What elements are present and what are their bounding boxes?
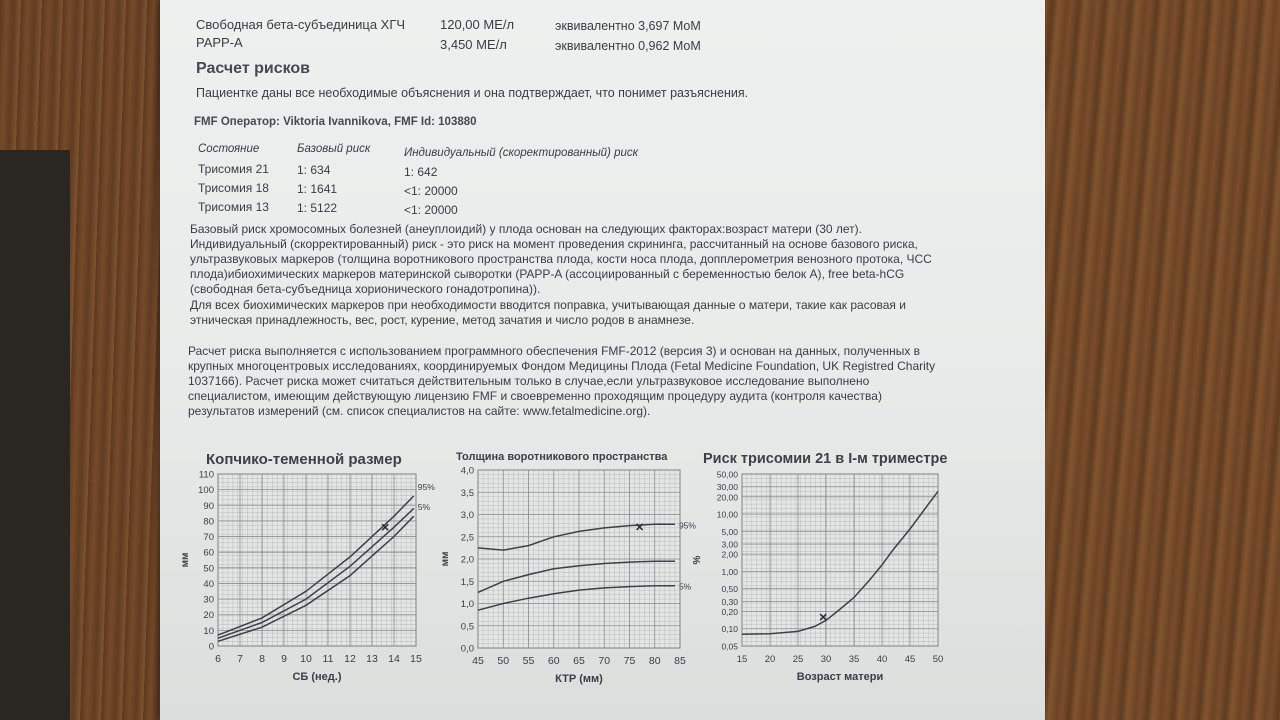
y-tick-label: 40: [203, 578, 214, 590]
x-tick-label: 45: [904, 654, 916, 665]
x-tick-label: 65: [573, 655, 585, 667]
table-cell: Трисомия 18: [198, 181, 269, 195]
marker-equiv-hcg: эквивалентно 3,697 МоМ: [555, 19, 701, 33]
table-cell: 1: 1641: [297, 182, 338, 196]
y-tick-label: 20: [203, 610, 214, 622]
x-tick-label: 60: [547, 655, 560, 667]
y-tick-label: 1,0: [460, 599, 474, 610]
y-tick-label: 3,0: [460, 510, 474, 521]
paragraph-line: Базовый риск хромосомных болезней (анеуплоидий) у плода основан на следующих факторах:возраст матери (30 лет).: [190, 222, 862, 236]
marker-value-hcg: 120,00 МЕ/л: [440, 17, 515, 32]
paragraph-line: специалистом, имеющим действующую лицензию FMF и своевременно проходящим процедуру аудита (контроля качества): [188, 389, 882, 403]
paragraph-line: плода)ибиохимических маркеров материнской сыворотки (PAPP-A (ассоциированный с беременностью белок А), free beta-hCG: [190, 267, 905, 281]
x-tick-label: 11: [322, 653, 334, 665]
marker-name-hcg: Свободная бета-субъединица ХГЧ: [196, 17, 406, 32]
series-label: 5%: [417, 502, 431, 513]
y-tick-label: 30,00: [716, 482, 738, 493]
x-tick-label: 25: [792, 654, 804, 665]
y-tick-label: 0,30: [721, 596, 738, 607]
section-title: Расчет рисков: [196, 60, 311, 77]
charts-canvas: [160, 0, 1045, 720]
x-tick-label: 8: [259, 653, 265, 665]
x-tick-label: 12: [344, 653, 356, 665]
y-tick-label: 60: [203, 547, 214, 559]
x-tick-label: 9: [281, 653, 287, 665]
paragraph-line: Для всех биохимических маркеров при необходимости вводится поправка, учитывающая данные о матери, такие как расовая и: [190, 298, 906, 312]
y-tick-label: 80: [203, 516, 214, 528]
y-tick-label: 100: [198, 485, 214, 497]
table-cell: Трисомия 21: [198, 162, 269, 176]
y-tick-label: 0,5: [460, 621, 474, 633]
x-tick-label: 20: [764, 654, 776, 665]
marker-name-pappa: PAPP-A: [196, 35, 243, 50]
table-cell: 1: 634: [297, 163, 331, 177]
y-axis-label: мм: [180, 552, 191, 568]
table-cell: <1: 20000: [404, 203, 458, 217]
x-tick-label: 15: [736, 654, 748, 665]
x-tick-label: 30: [820, 654, 832, 665]
marker-value-pappa: 3,450 МЕ/л: [440, 37, 507, 52]
series-label: 95%: [678, 520, 696, 531]
y-tick-label: 20,00: [716, 492, 738, 503]
y-tick-label: 0,10: [721, 624, 738, 635]
table-header-base-risk: Базовый риск: [297, 143, 371, 155]
table-cell: 1: 5122: [297, 201, 338, 215]
y-tick-label: 50: [203, 563, 214, 575]
y-tick-label: 0,0: [460, 643, 474, 655]
x-tick-label: 10: [300, 653, 312, 665]
paragraph-line: Индивидуальный (скорректированный) риск - это риск на момент проведения скрининга, рассчитанный на основе базового риска,: [190, 237, 918, 251]
paragraph-line: крупных многоцентровых исследованиях, координируемых Фондом Медицины Плода (Fetal Medicine Foundation, UK Registred Charity: [188, 359, 936, 373]
y-tick-label: 0,20: [721, 606, 738, 617]
table-header-individual-risk: Индивидуальный (скоректированный) риск: [404, 147, 639, 159]
y-tick-label: 2,0: [460, 554, 474, 566]
chart-title-nt: Толщина воротникового пространства: [456, 451, 668, 463]
operator-line: FMF Оператор: Viktoria Ivannikova, FMF Id: 103880: [194, 116, 477, 128]
table-cell: 1: 642: [404, 165, 438, 179]
y-tick-label: 2,5: [460, 532, 474, 544]
y-axis-label: %: [692, 555, 703, 565]
y-tick-label: 0,05: [721, 641, 738, 652]
y-tick-label: 0: [208, 641, 214, 653]
x-tick-label: 7: [237, 653, 243, 665]
y-tick-label: 110: [198, 469, 214, 481]
paper-sheet: [160, 0, 1045, 720]
chart-title-t21: Риск трисомии 21 в I-м триместре: [703, 451, 948, 467]
x-tick-label: 35: [848, 654, 860, 665]
y-tick-label: 10: [203, 625, 214, 637]
wood-background-right: [1040, 0, 1280, 720]
x-tick-label: 14: [388, 653, 400, 665]
y-tick-label: 30: [203, 594, 214, 606]
paragraph-line: Расчет риска выполняется с использованием программного обеспечения FMF-2012 (версия 3) и основан на данных, полученных в: [188, 344, 921, 358]
x-tick-label: 15: [410, 653, 422, 665]
y-tick-label: 4,0: [460, 465, 474, 477]
x-tick-label: 80: [648, 655, 661, 667]
x-tick-label: 75: [623, 655, 636, 667]
y-tick-label: 10,00: [716, 509, 738, 520]
x-tick-label: 50: [497, 655, 510, 667]
y-tick-label: 50,00: [716, 469, 738, 480]
y-tick-label: 3,5: [460, 487, 474, 499]
x-tick-label: 40: [876, 654, 888, 665]
paragraph-line: результатов измерений (см. список специалистов на сайте: www.fetalmedicine.org).: [188, 404, 651, 418]
series-label: 95%: [417, 481, 435, 492]
x-tick-label: 13: [366, 653, 378, 665]
x-tick-label: 45: [472, 655, 484, 667]
paragraph-line: этническая принадлежность, вес, рост, курение, метод зачатия и число родов в анамнезе.: [190, 313, 695, 327]
series-label: 5%: [678, 581, 692, 592]
paragraph-line: 1037166). Расчет риска может считаться действительным только в случае,если ультразвуковое исследование выполнено: [188, 374, 870, 388]
y-tick-label: 1,5: [460, 576, 474, 588]
y-tick-label: 3,00: [721, 539, 738, 550]
x-tick-label: 70: [598, 655, 611, 667]
y-tick-label: 90: [203, 500, 214, 512]
x-axis-label: КТР (мм): [555, 673, 603, 685]
x-tick-label: 55: [522, 655, 535, 667]
paragraph-line: (свободная бета-субъедница хорионического гонадотропина)).: [190, 282, 541, 296]
chart-title-crl: Копчико-теменной размер: [206, 451, 402, 468]
table-header-condition: Состояние: [198, 143, 260, 155]
y-tick-label: 0,50: [721, 584, 738, 595]
x-tick-label: 85: [674, 655, 686, 667]
x-tick-label: 50: [932, 654, 944, 665]
table-cell: Трисомия 13: [198, 200, 269, 214]
dark-object-left: [0, 150, 70, 720]
marker-equiv-pappa: эквивалентно 0,962 МоМ: [555, 39, 701, 53]
y-tick-label: 1,00: [721, 566, 738, 577]
table-cell: <1: 20000: [404, 184, 458, 198]
consent-text: Пациентке даны все необходимые объяснения и она подтверждает, что понимет разъяснения.: [196, 86, 749, 100]
y-tick-label: 2,00: [721, 549, 738, 560]
y-axis-label: мм: [440, 551, 451, 567]
x-axis-label: СБ (нед.): [292, 671, 342, 683]
x-tick-label: 6: [215, 653, 221, 665]
y-tick-label: 70: [203, 532, 214, 544]
y-tick-label: 5,00: [721, 526, 738, 537]
x-axis-label: Возраст матери: [796, 671, 884, 683]
paragraph-line: ультразвуковых маркеров (толщина воротникового пространства плода, кости носа плода, допплерометрия венозного протока, ЧСС: [190, 252, 932, 266]
